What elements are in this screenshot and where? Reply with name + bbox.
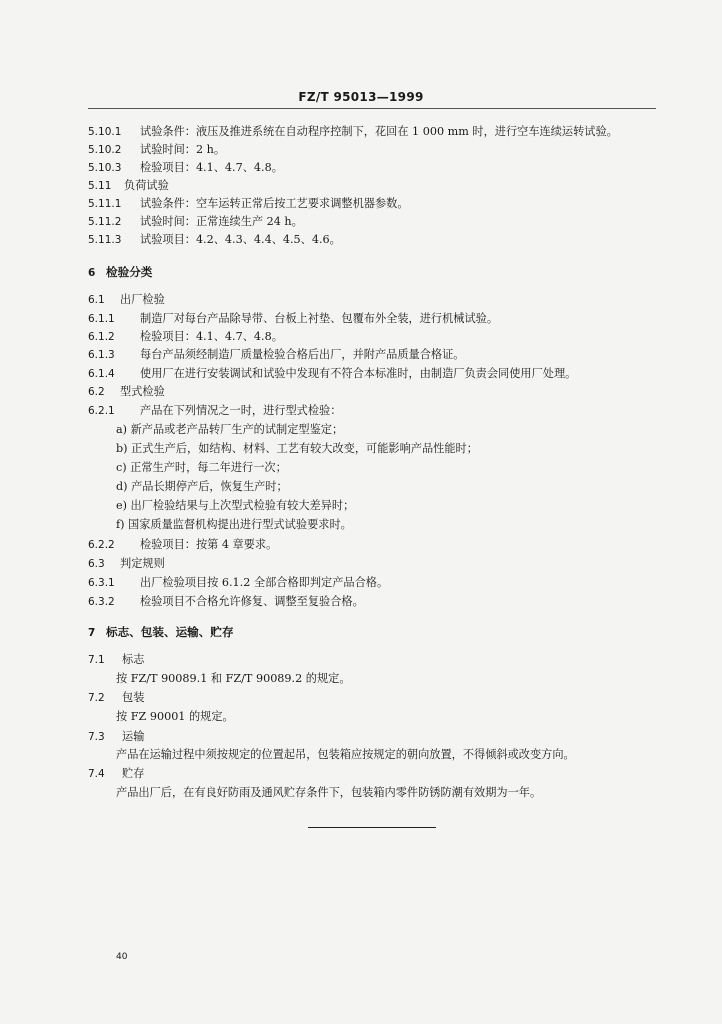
clause-6-1-2: 6.1.2 检验项目：4.1、4.7、4.8。 (88, 330, 283, 343)
clause-5-11: 5.11 负荷试验 (88, 179, 169, 192)
clause-7-2: 7.2 包装 (88, 691, 145, 704)
clause-6-2: 6.2 型式检验 (88, 385, 165, 398)
list-item-e: e) 出厂检验结果与上次型式检验有较大差异时； (116, 499, 355, 512)
clause-6-1: 6.1 出厂检验 (88, 293, 165, 306)
clause-7-1: 7.1 标志 (88, 653, 145, 666)
section-6-heading: 6 检验分类 (88, 265, 153, 279)
clause-5-10-2: 5.10.2 试验时间：2 h。 (88, 143, 226, 156)
clause-7-3-body: 产品在运输过程中须按规定的位置起吊，包装箱应按规定的朝向放置，不得倾斜或改变方向。 (116, 748, 575, 761)
clause-6-2-1: 6.2.1 产品在下列情况之一时，进行型式检验： (88, 404, 342, 417)
clause-6-1-3: 6.1.3 每台产品须经制造厂质量检验合格后出厂，并附产品质量合格证。 (88, 348, 465, 361)
clause-7-1-body: 按 FZ/T 90089.1 和 FZ/T 90089.2 的规定。 (116, 672, 351, 685)
page-number: 40 (116, 952, 128, 962)
clause-7-2-body: 按 FZ 90001 的规定。 (116, 710, 234, 723)
list-item-f: f) 国家质量监督机构提出进行型式试验要求时。 (116, 518, 352, 531)
clause-6-1-4: 6.1.4 使用厂在进行安装调试和试验中发现有不符合本标准时，由制造厂负责会同使用厂处理。 (88, 367, 577, 380)
clause-7-4: 7.4 贮存 (88, 767, 145, 780)
section-7-heading: 7 标志、包装、运输、贮存 (88, 625, 234, 639)
clause-7-3: 7.3 运输 (88, 730, 145, 743)
clause-5-11-3: 5.11.3 试验项目：4.2、4.3、4.4、4.5、4.6。 (88, 233, 341, 246)
list-item-b: b) 正式生产后，如结构、材料、工艺有较大改变，可能影响产品性能时； (116, 442, 478, 455)
clause-5-10-1: 5.10.1 试验条件：液压及推进系统在自动程序控制下，花回在 1 000 mm 时，进行空车连续运转试验。 (88, 125, 618, 138)
list-item-c: c) 正常生产时，每二年进行一次； (116, 461, 287, 474)
list-item-a: a) 新产品或老产品转厂生产的试制定型鉴定； (116, 423, 344, 436)
clause-6-3: 6.3 判定规则 (88, 557, 165, 570)
list-item-d: d) 产品长期停产后，恢复生产时； (116, 480, 288, 493)
clause-5-11-1: 5.11.1 试验条件：空车运转正常后按工艺要求调整机器参数。 (88, 197, 409, 210)
clause-5-10-3: 5.10.3 检验项目：4.1、4.7、4.8。 (88, 161, 283, 174)
header-rule (88, 108, 656, 109)
clause-7-4-body: 产品出厂后，在有良好防雨及通风贮存条件下，包装箱内零件防锈防潮有效期为一年。 (116, 786, 542, 799)
clause-6-2-2: 6.2.2 检验项目：按第 4 章要求。 (88, 538, 278, 551)
clause-6-3-1: 6.3.1 出厂检验项目按 6.1.2 全部合格即判定产品合格。 (88, 576, 389, 589)
clause-6-3-2: 6.3.2 检验项目不合格允许修复、调整至复验合格。 (88, 595, 364, 608)
end-of-standard-rule (308, 827, 436, 828)
clause-5-11-2: 5.11.2 试验时间：正常连续生产 24 h。 (88, 215, 303, 228)
standard-number-header: FZ/T 95013—1999 (298, 90, 424, 104)
clause-6-1-1: 6.1.1 制造厂对每台产品除导带、台板上衬垫、包覆布外全装，进行机械试验。 (88, 312, 499, 325)
